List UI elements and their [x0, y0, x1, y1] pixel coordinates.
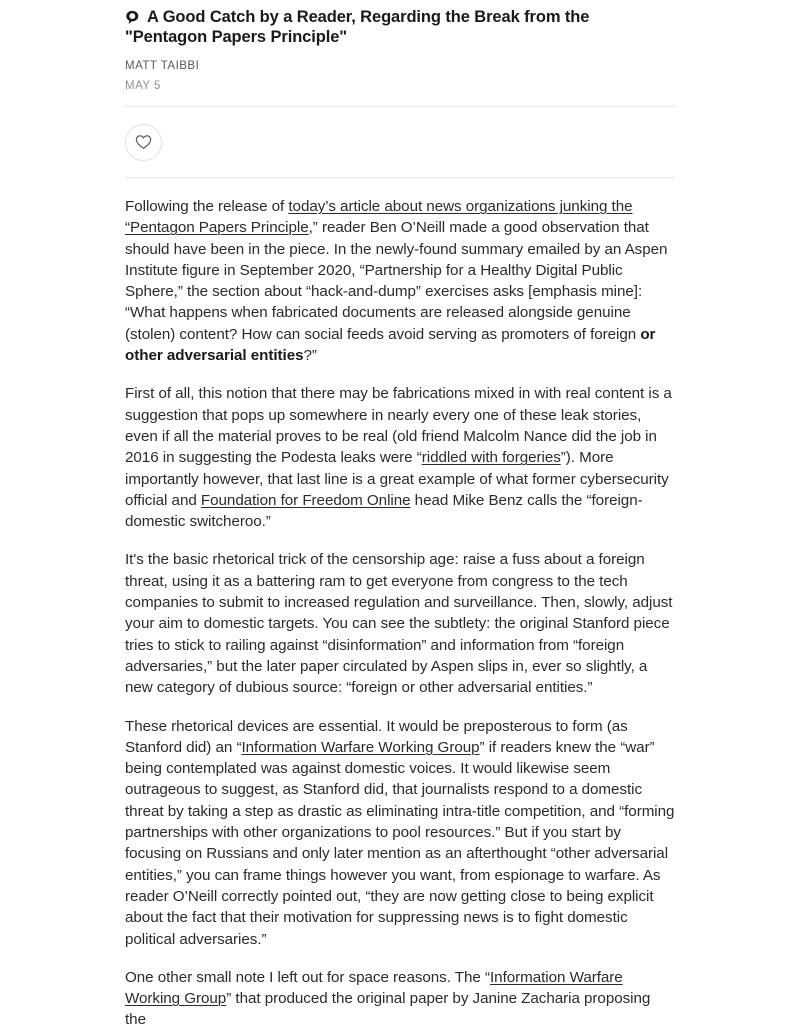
article-body [125, 178, 675, 1031]
p1-bold-phrase: or other adversarial entities [125, 325, 656, 365]
p3-text-a: It's the basic rhetorical trick of the censorship age: raise a fuss about a foreign threat, using it as a battering ram to get everyone from congress to the tech companies to submit to increased regulation and surveillance. Then, slowly, adjust your aim to domestic targets. You can see the subtlety: the original Stanford piece tries to stick to railing against “disinformation” and information from “foreign adversaries,” but the later paper circulated by Aspen slips in, ever so slightly, a new category of dubious source: “foreign or other adversarial entities.” [125, 551, 673, 697]
comment-bubble-icon [125, 10, 140, 25]
post-date: MAY 5 [125, 80, 161, 92]
p2-text-a: First of all, this notion that there may be fabrications mixed in with real content is a suggestion that pops up somewhere in nearly every one of these leak stories, even if all the material proves to be real (old friend Malcolm Nance did the job in 2016 in suggesting the Podesta leaks were “ [125, 385, 672, 467]
paragraph-1 [125, 196, 675, 366]
p4-text-b: ” if readers knew the “war” being contemplated was against domestic voices. It would likewise seem outrageous to suggest, as Stanford did, that journalists respond to a domestic threat by taking a step as drastic as eliminating intra-title competition, and “forming partnerships with other organizations to pool resources.” But if you start by focusing on Russians and only later mention as an afterthought “other adversarial entities,” you can frame things however you want, from espionage to warfare. As reader O’Neill correctly pointed out, “they are now getting close to being explicit about the fact that their motivation for suppressing news is to fight domestic political adversaries.” [125, 738, 675, 948]
link-information-warfare-working-group-2[interactable]: Information Warfare Working Group [125, 968, 623, 1008]
like-button[interactable] [125, 124, 162, 161]
paragraph-2 [125, 383, 675, 532]
p5-text-b: ” that produced the original paper by Janine Zacharia proposing the [125, 990, 651, 1029]
p2-text-c: head Mike Benz calls the “foreign-domestic switcheroo.” [125, 491, 643, 531]
paragraph-4 [125, 716, 675, 950]
p2-text-b: ”). More importantly however, that last line is a great example of what former cybersecurity official and [125, 449, 669, 509]
p5-text-a: One other small note I left out for space reasons. The “ [125, 968, 490, 986]
p4-text-a: These rhetorical devices are essential. It would be preposterous to form (as Stanford did) an “ [125, 717, 628, 756]
page-title: A Good Catch by a Reader, Regarding the Break from the "Pentagon Papers Principle" [125, 8, 590, 46]
p1-text-b: ,” reader Ben O’Neill made a good observation that should have been in the piece. In the newly-found summary emailed by an Aspen Institute figure in September 2020, “Partnership for a Healthy Digital Public Sphere,” the section about “hack-and-dump” exercises asks [emphasis mine]: “What happens when fabricated documents are released alongside genuine (stolen) content? How can social feeds avoid serving as promoters of foreign [125, 219, 668, 343]
link-riddled-with-forgeries[interactable]: riddled with forgeries [421, 449, 561, 467]
post-action-bar [125, 107, 675, 177]
divider-top [125, 106, 675, 107]
p1-text-c: ?” [303, 347, 317, 365]
paragraph-5 [125, 967, 675, 1031]
link-foundation-for-freedom-online[interactable]: Foundation for Freedom Online [200, 491, 411, 509]
p1-text-a: Following the release of [125, 198, 289, 215]
link-information-warfare-working-group-1[interactable]: Information Warfare Working Group [241, 738, 480, 756]
heart-icon [135, 134, 152, 150]
article-container [125, 0, 675, 1031]
link-todays-article[interactable]: today’s article about news organizations junking the “Pentagon Papers Principle [125, 198, 633, 237]
paragraph-3 [125, 549, 675, 698]
author-byline[interactable]: MATT TAIBBI [125, 60, 200, 72]
post-header [125, 0, 675, 107]
